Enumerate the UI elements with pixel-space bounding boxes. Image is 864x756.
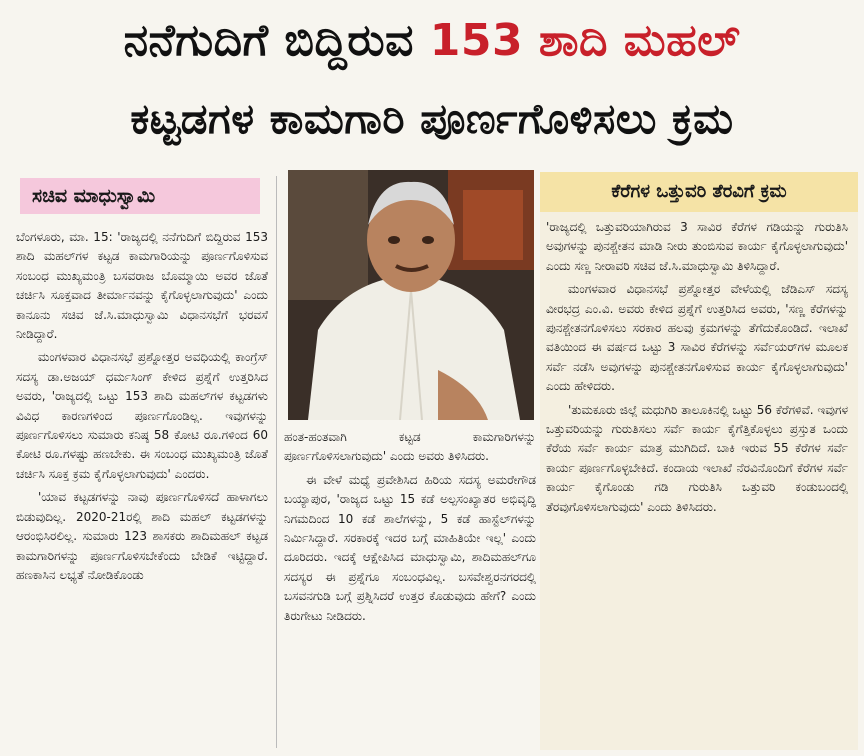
article-paragraph: 'ಯಾವ ಕಟ್ಟಡಗಳನ್ನು ನಾವು ಪೂರ್ಣಗೊಳಿಸದೆ ಹಾಳಾಗಲು ಬಿಡುವುದಿಲ್ಲ. 2020-21ರಲ್ಲಿ ಶಾದಿ ಮಹಲ್ ಕಟ್ಟಡಗಳನ್ನು ಆರಂಭಿಸಿರಲಿಲ್ಲ. ಸುಮಾರು 123 ಶಾಸಕರು ಶಾದಿಮಹಲ್ ಕಟ್ಟಡ ಕಾಮಗಾರಿಗಳನ್ನು ಪೂರ್ಣಗೊಳಿಸಬೇಕೆಂದು ಬೇಡಿಕೆ ಇಟ್ಟಿದ್ದಾರೆ. ಹಣಕಾಸಿನ ಲಭ್ಯತೆ ನೋಡಿಕೊಂಡು — [16, 490, 268, 582]
article-paragraph: ಹಂತ-ಹಂತವಾಗಿ ಕಟ್ಟಡ ಕಾಮಗಾರಿಗಳನ್ನು ಪೂರ್ಣಗೊಳಿಸಲಾಗುವುದು' ಎಂದು ಅವರು ತಿಳಿಸಿದರು. — [284, 430, 536, 464]
article-paragraph: ಬೆಂಗಳೂರು, ಮಾ. 15: 'ರಾಜ್ಯದಲ್ಲಿ ನನೆಗುದಿಗೆ ಬಿದ್ದಿರುವ 153 ಶಾದಿ ಮಹಲ್‌ಗಳ ಕಟ್ಟಡ ಕಾಮಗಾರಿಯನ್ನು ಪೂರ್ಣಗೊಳಿಸುವ ಸಂಬಂಧ ಮುಖ್ಯಮಂತ್ರಿ ಬಸವರಾಜ ಬೊಮ್ಮಾಯಿ ಅವರ ಜೊತೆ ಚರ್ಚಿಸಿ ಸೂಕ್ತವಾದ ತೀರ್ಮಾನವನ್ನು ಕೈಗೊಳ್ಳಲಾಗುವುದು' ಎಂದು ಕಾನೂನು ಸಚಿವ ಜೆ.ಸಿ.ಮಾಧುಸ್ವಾಮಿ ವಿಧಾನಸಭೆಗೆ ಭರವಸೆ ನೀಡಿದ್ದಾರೆ. — [16, 230, 268, 342]
article-paragraph: ಮಂಗಳವಾರ ವಿಧಾನಸಭೆ ಪ್ರಶ್ನೋತ್ತರ ಅವಧಿಯಲ್ಲಿ ಕಾಂಗ್ರೆಸ್ ಸದಸ್ಯ ಡಾ.ಅಜಯ್ ಧರ್ಮಸಿಂಗ್ ಕೇಳಿದ ಪ್ರಶ್ನೆಗೆ ಉತ್ತರಿಸಿದ ಅವರು, 'ರಾಜ್ಯದಲ್ಲಿ ಒಟ್ಟು 153 ಶಾದಿ ಮಹಲ್‌ಗಳ ಕಟ್ಟಡಗಳು ವಿವಿಧ ಕಾರಣಗಳಿಂದ ಪೂರ್ಣಗೊಂಡಿಲ್ಲ. ಇವುಗಳನ್ನು ಪೂರ್ಣಗೊಳಿಸಲು ಸುಮಾರು ಕನಿಷ್ಠ 58 ಕೋಟಿ ರೂ.ಗಳಿಂದ 60 ಕೋಟಿ ರೂ.ಗಳಷ್ಟು ಹಣಬೇಕು. ಈ ಸಂಬಂಧ ಮುಖ್ಯಮಂತ್ರಿ ಜೊತೆ ಚರ್ಚಿಸಿ ಸೂಕ್ತ ಕ್ರಮ ಕೈಗೊಳ್ಳಲಾಗುವುದು' ಎಂದರು. — [16, 350, 268, 481]
sidebar-paragraph: 'ರಾಜ್ಯದಲ್ಲಿ ಒತ್ತುವರಿಯಾಗಿರುವ 3 ಸಾವಿರ ಕೆರೆಗಳ ಗಡಿಯನ್ನು ಗುರುತಿಸಿ ಅವುಗಳನ್ನು ಪುನಶ್ಚೇತನ ಮಾಡಿ ನೀರು ತುಂಬಿಸುವ ಕಾರ್ಯ ಕೈಗೊಳ್ಳಲಾಗುವುದು' ಎಂದು ಸಣ್ಣ ನೀರಾವರಿ ಸಚಿವ ಜೆ.ಸಿ.ಮಾಧುಸ್ವಾಮಿ ತಿಳಿಸಿದ್ದಾರೆ. — [546, 220, 848, 273]
main-story-column-1 — [16, 228, 268, 750]
column-divider — [276, 176, 277, 748]
sidebar-story — [546, 218, 848, 738]
article-paragraph: ಈ ವೇಳೆ ಮಧ್ಯೆ ಪ್ರವೇಶಿಸಿದ ಹಿರಿಯ ಸದಸ್ಯ ಅಮರೇಗೌಡ ಬಯ್ಯಾಪುರ, 'ರಾಜ್ಯದ ಒಟ್ಟು 15 ಕಡೆ ಅಲ್ಪಸಂಖ್ಯಾತರ ಅಭಿವೃದ್ಧಿ ನಿಗಮದಿಂದ 10 ಕಡೆ ಶಾಲೆಗಳನ್ನು, 5 ಕಡೆ ಹಾಸ್ಟೆಲ್‌ಗಳನ್ನು ನಿರ್ಮಿಸಿದ್ದಾರೆ. ಸರಕಾರಕ್ಕೆ ಇದರ ಬಗ್ಗೆ ಮಾಹಿತಿಯೇ ಇಲ್ಲ' ಎಂದು ದೂರಿದರು. ಇದಕ್ಕೆ ಆಕ್ಷೇಪಿಸಿದ ಮಾಧುಸ್ವಾಮಿ, ಶಾದಿಮಹಲ್‌ಗೂ ಸದಸ್ಯರ ಈ ಪ್ರಶ್ನೆಗೂ ಸಂಬಂಧವಿಲ್ಲ. ಬಸವೇಶ್ವರನಗರದಲ್ಲಿ ಬಸವನಗುಡಿ ಬಗ್ಗೆ ಪ್ರಶ್ನಿಸಿದರೆ ಉತ್ತರ ಕೊಡುವುದು ಹೇಗೆ? ಎಂದು ತಿರುಗೇಟು ನೀಡಿದರು. — [284, 472, 536, 623]
main-story-column-2 — [284, 428, 536, 688]
sidebar-paragraph: 'ತುಮಕೂರು ಜಿಲ್ಲೆ ಮಧುಗಿರಿ ತಾಲೂಕಿನಲ್ಲಿ ಒಟ್ಟು 56 ಕೆರೆಗಳಿವೆ. ಇವುಗಳ ಒತ್ತುವರಿಯನ್ನು ಗುರುತಿಸಲು ಸರ್ವೆ ಕಾರ್ಯ ಕೈಗೆತ್ತಿಕೊಳ್ಳಲು ಪ್ರಸ್ತುತ ಒಂದು ಕೆರೆಯ ಸರ್ವೆ ಕಾರ್ಯ ಮಾತ್ರ ಮುಗಿದಿದೆ. ಬಾಕಿ ಇರುವ 55 ಕೆರೆಗಳ ಸರ್ವೆ ಕಾರ್ಯ ಪೂರ್ಣಗೊಳ್ಳಬೇಕಿದೆ. ಕಂದಾಯ ಇಲಾಖೆ ನೆರವಿನೊಂದಿಗೆ ಕೆರೆಗಳ ಸರ್ವೆ ಕಾರ್ಯ ಕೈಗೊಂಡು ಗಡಿ ಗುರುತಿಸಿ ಒತ್ತುವರಿ ಕಂಡುಬಂದಲ್ಲಿ ತೆರವುಗೊಳಿಸಲಾಗುವುದು' ಎಂದು ತಿಳಿಸಿದರು. — [546, 402, 848, 514]
headline-highlight: 153 ಶಾದಿ ಮಹಲ್ — [429, 15, 741, 66]
sidebar-title: ಕೆರೆಗಳ ಒತ್ತುವರಿ ತೆರವಿಗೆ ಕ್ರಮ — [540, 172, 858, 212]
news-photo — [288, 170, 534, 420]
person-photo-illustration — [288, 170, 534, 420]
sidebar-paragraph: ಮಂಗಳವಾರ ವಿಧಾನಸಭೆ ಪ್ರಶ್ನೋತ್ತರ ವೇಳೆಯಲ್ಲಿ ಜೆಡಿಎಸ್ ಸದಸ್ಯ ವೀರಭದ್ರ ಎಂ.ವಿ. ಅವರು ಕೇಳಿದ ಪ್ರಶ್ನೆಗೆ ಉತ್ತರಿಸಿದ ಅವರು, 'ಸಣ್ಣ ಕೆರೆಗಳನ್ನು ಪುನಶ್ಚೇತನಗೊಳಿಸಲು ಸರಕಾರ ಹಲವು ಕ್ರಮಗಳನ್ನು ತೆಗೆದುಕೊಂಡಿದೆ. ಇಲಾಖೆ ವತಿಯಿಂದ ಈ ವರ್ಷದ ಒಟ್ಟು 3 ಸಾವಿರ ಕೆರೆಗಳನ್ನು ಸರ್ವೆಯರ್‌ಗಳ ಮೂಲಕ ಸರ್ವೆ ನಡೆಸಿ ಅವುಗಳನ್ನು ಪುನಶ್ಚೇತನಗೊಳಿಸುವ ಕಾರ್ಯ ಕೈಗೊಳ್ಳಲಾಗುವುದು' ಎಂದು ಹೇಳಿದರು. — [546, 282, 848, 394]
headline-line-1 — [0, 6, 864, 76]
headline-line-2: ಕಟ್ಟಡಗಳ ಕಾಮಗಾರಿ ಪೂರ್ಣಗೊಳಿಸಲು ಕ್ರಮ — [130, 94, 734, 143]
kicker-label: ಸಚಿವ ಮಾಧುಸ್ವಾಮಿ — [20, 178, 260, 214]
headline-part-1: ನನೆಗುದಿಗೆ ಬಿದ್ದಿರುವ — [123, 15, 414, 66]
